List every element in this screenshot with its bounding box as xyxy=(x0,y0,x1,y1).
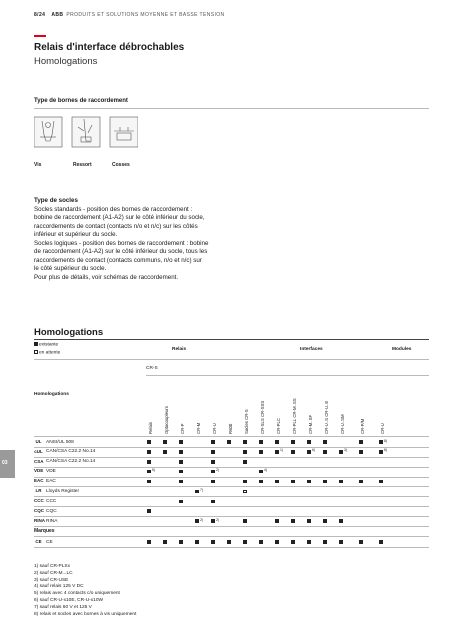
homologations-heading: Homologations xyxy=(34,327,104,338)
existing-mark xyxy=(307,440,311,444)
footnote: 3) sauf CR-USE xyxy=(34,577,69,583)
existing-mark xyxy=(179,540,183,544)
row-label: Lloyds Register xyxy=(46,489,80,494)
footnote-ref: 3) xyxy=(344,448,348,453)
row-divider xyxy=(34,526,429,527)
footnote-ref: 7) xyxy=(200,488,204,493)
column-header: CR-U..S CR-U..E xyxy=(324,400,329,434)
footnote-ref: 5) xyxy=(152,468,156,473)
table-row xyxy=(34,477,429,487)
column-header: CR-M..SF xyxy=(308,414,313,434)
existing-mark xyxy=(179,460,183,464)
existing-mark xyxy=(339,519,343,523)
sockets-section xyxy=(34,197,294,282)
legend-existing xyxy=(34,342,58,348)
table-row xyxy=(34,516,429,526)
marks-heading: Marques xyxy=(34,528,55,534)
page-subtitle: Homologations xyxy=(34,56,98,67)
existing-mark xyxy=(211,470,215,474)
terminal-illustrations xyxy=(34,115,138,155)
footnote: 2) sauf CR-M...LC xyxy=(34,570,73,576)
terminals-rule xyxy=(34,108,429,109)
existing-mark xyxy=(323,450,327,454)
existing-mark xyxy=(179,450,183,454)
column-header: CR-P xyxy=(180,423,185,434)
existing-mark xyxy=(147,509,151,513)
row-label: VDE xyxy=(46,469,56,475)
existing-mark xyxy=(211,500,215,504)
column-header: CR-U xyxy=(212,423,217,434)
existing-mark xyxy=(179,480,183,484)
existing-mark xyxy=(359,480,363,484)
existing-mark xyxy=(291,440,295,444)
brand-logo: ABB xyxy=(51,12,64,18)
footnote-ref: 2) xyxy=(216,468,220,473)
footnote-ref: 8) xyxy=(384,438,388,443)
existing-mark xyxy=(323,519,327,523)
existing-mark xyxy=(211,460,215,464)
footnote: 7) sauf relais 60 V et 125 V xyxy=(34,604,92,610)
existing-mark xyxy=(211,519,215,523)
column-header: Optocoupleurs xyxy=(164,406,169,434)
homologations-rule xyxy=(34,339,429,340)
footnote: 1) sauf CR-PLSx xyxy=(34,564,70,569)
terminals-heading: Type de bornes de raccordement xyxy=(34,98,128,104)
existing-mark xyxy=(359,450,363,454)
spring-terminal-image xyxy=(72,117,100,147)
screw-terminal-image xyxy=(34,117,62,147)
existing-mark xyxy=(291,519,295,523)
footnote-ref: 4) xyxy=(264,468,268,473)
footnote-ref: 8) xyxy=(384,448,388,453)
existing-mark xyxy=(339,450,343,454)
existing-mark xyxy=(211,440,215,444)
existing-mark xyxy=(291,540,295,544)
sockets-line: Socles standards - position des bornes de raccordement : xyxy=(34,205,193,213)
column-header: CR-P/M xyxy=(360,418,365,434)
existing-mark xyxy=(147,480,151,484)
existing-mark xyxy=(259,480,263,484)
existing-mark xyxy=(339,540,343,544)
terminal-label-screw: Vis xyxy=(34,162,42,168)
existing-mark xyxy=(359,540,363,544)
column-header: Relais xyxy=(148,422,153,434)
existing-mark xyxy=(211,480,215,484)
existing-mark xyxy=(243,450,247,454)
terminal-label-faston: Cosses xyxy=(112,162,130,168)
page-number: 8/24 xyxy=(34,12,46,18)
footnote: 8) relais et socles avec bornes à vis uniquement xyxy=(34,611,137,617)
existing-mark xyxy=(259,450,263,454)
table-row xyxy=(34,467,429,477)
footnote-ref: 6) xyxy=(312,448,316,453)
row-label: CQC xyxy=(46,508,57,514)
table-row xyxy=(34,537,429,547)
existing-mark xyxy=(195,490,199,494)
row-label: CAN/CSA C22.2 No.14 xyxy=(46,459,96,465)
sockets-line: bobine de raccordement (A1-A2) sur le côté inférieur du socle, xyxy=(34,214,205,221)
table-row xyxy=(34,506,429,516)
certification-logo-icon: RINA xyxy=(34,517,45,523)
existing-mark xyxy=(259,440,263,444)
certification-logo-icon: EAC xyxy=(34,478,44,484)
existing-mark xyxy=(379,450,383,454)
title-accent-bar xyxy=(34,35,46,37)
row-label: ANSI/UL 508 xyxy=(46,439,74,445)
pending-mark xyxy=(243,490,247,494)
table-row xyxy=(34,487,429,497)
existing-mark xyxy=(307,519,311,523)
subgroup-rule xyxy=(146,375,429,376)
existing-mark xyxy=(147,460,151,464)
existing-mark xyxy=(323,480,327,484)
existing-mark xyxy=(323,540,327,544)
existing-mark xyxy=(259,540,263,544)
existing-mark xyxy=(243,540,247,544)
filled-square-icon xyxy=(34,342,38,346)
table-row xyxy=(34,447,429,457)
existing-mark xyxy=(243,519,247,523)
existing-mark xyxy=(243,440,247,444)
terminal-label-spring: Ressort xyxy=(73,162,92,168)
existing-mark xyxy=(291,450,295,454)
footnote-ref: 2) xyxy=(200,517,204,522)
certification-logo-icon: CSA xyxy=(34,458,44,464)
existing-mark xyxy=(195,519,199,523)
existing-mark xyxy=(379,480,383,484)
existing-mark xyxy=(275,519,279,523)
existing-mark xyxy=(243,460,247,464)
group-relais: Relais xyxy=(172,347,187,352)
footnote: 4) sauf relais 125 V DC xyxy=(34,584,84,590)
existing-mark xyxy=(275,440,279,444)
column-header: CR-PLL CR-M..SS xyxy=(292,398,297,434)
existing-mark xyxy=(275,450,279,454)
existing-mark xyxy=(147,450,151,454)
footnote-ref: 1) xyxy=(280,448,284,453)
existing-mark xyxy=(179,500,183,504)
page-title: Relais d'interface débrochables xyxy=(34,42,185,53)
legend-pending xyxy=(34,350,60,356)
existing-mark xyxy=(211,540,215,544)
column-header: CR-U xyxy=(380,423,385,434)
existing-mark xyxy=(307,450,311,454)
sockets-heading: Type de socles xyxy=(34,197,78,204)
footnotes xyxy=(34,564,136,618)
table-rule xyxy=(34,359,429,360)
faston-terminal-image xyxy=(110,117,138,147)
sockets-line: Pour plus de détails, voir schémas de raccordement. xyxy=(34,273,179,281)
existing-mark xyxy=(211,450,215,454)
existing-mark xyxy=(195,540,199,544)
row-label: RINA xyxy=(46,518,58,524)
footnote: 6) sauf CR-U-x10E, CR-U-x10W xyxy=(34,597,104,603)
column-header: CR-PLC xyxy=(276,418,281,434)
group-modules: Modules xyxy=(392,347,412,352)
table-row xyxy=(34,437,429,447)
column-header: CR-SLS CR-SSS xyxy=(260,400,265,434)
legend-existing-label: existante xyxy=(39,342,59,348)
subgroup-cr-s: CR-S xyxy=(146,366,158,371)
certification-logo-icon: UL xyxy=(35,438,42,444)
existing-mark xyxy=(379,540,383,544)
certification-logo-icon: CE xyxy=(35,538,42,544)
existing-mark xyxy=(227,540,231,544)
existing-mark xyxy=(275,480,279,484)
existing-mark xyxy=(179,440,183,444)
existing-mark xyxy=(339,480,343,484)
sockets-line: inférieur et supérieur du socle. xyxy=(34,231,118,238)
legend-pending-label: en attente xyxy=(39,350,61,356)
existing-mark xyxy=(259,470,263,474)
existing-mark xyxy=(163,440,167,444)
footnote-ref: 2) xyxy=(216,517,220,522)
existing-mark xyxy=(359,440,363,444)
sockets-line: de raccordement (A1-A2) sur le côté inférieur du socle, tous les xyxy=(34,248,208,255)
table-row xyxy=(34,457,429,467)
sockets-line: raccordements de contact (contacts n/o et n/c) sur les côtés xyxy=(34,222,198,230)
existing-mark xyxy=(291,480,295,484)
page-header xyxy=(34,12,225,18)
row-divider xyxy=(34,547,429,548)
existing-mark xyxy=(163,450,167,454)
existing-mark xyxy=(147,470,151,474)
group-interfaces: Interfaces xyxy=(300,347,323,352)
existing-mark xyxy=(307,480,311,484)
row-heading: Homologations xyxy=(34,392,69,397)
section-side-tab xyxy=(0,450,15,478)
side-tab-label: 03 xyxy=(2,460,8,466)
existing-mark xyxy=(147,440,151,444)
empty-square-icon xyxy=(34,350,38,354)
row-label: CE xyxy=(46,539,53,545)
header-tagline: PRODUITS ET SOLUTIONS MOYENNE ET BASSE TENSION xyxy=(66,12,225,18)
row-label: CCC xyxy=(46,498,57,504)
existing-mark xyxy=(379,440,383,444)
table-row xyxy=(34,496,429,506)
column-header: R600 xyxy=(228,423,233,434)
sockets-line: raccordements de contact (contacts communs, n/o et n/c) sur xyxy=(34,256,202,264)
certification-logo-icon: CCC xyxy=(34,498,44,504)
row-label: EAC xyxy=(46,479,56,485)
existing-mark xyxy=(147,540,151,544)
sockets-line: le côté supérieur du socle. xyxy=(34,265,107,272)
footnote: 5) relais avec 4 contacts c/o uniquement xyxy=(34,591,120,597)
sockets-line: Socles logiques - position des bornes de raccordement : bobine xyxy=(34,239,209,247)
column-header: CR-M xyxy=(196,422,201,434)
existing-mark xyxy=(227,440,231,444)
certification-logo-icon: CQC xyxy=(34,508,44,514)
certification-logo-icon: cUL xyxy=(34,448,43,454)
existing-mark xyxy=(163,540,167,544)
existing-mark xyxy=(243,480,247,484)
row-label: CAN/CSA C22.2 No.14 xyxy=(46,449,96,455)
certification-logo-icon: VDE xyxy=(34,468,44,474)
existing-mark xyxy=(307,540,311,544)
column-header: CR-U..SM xyxy=(340,414,345,434)
existing-mark xyxy=(323,440,327,444)
certification-logo-icon: LR xyxy=(35,488,42,494)
existing-mark xyxy=(275,540,279,544)
existing-mark xyxy=(179,470,183,474)
column-header: Socles CR-S xyxy=(244,409,249,434)
